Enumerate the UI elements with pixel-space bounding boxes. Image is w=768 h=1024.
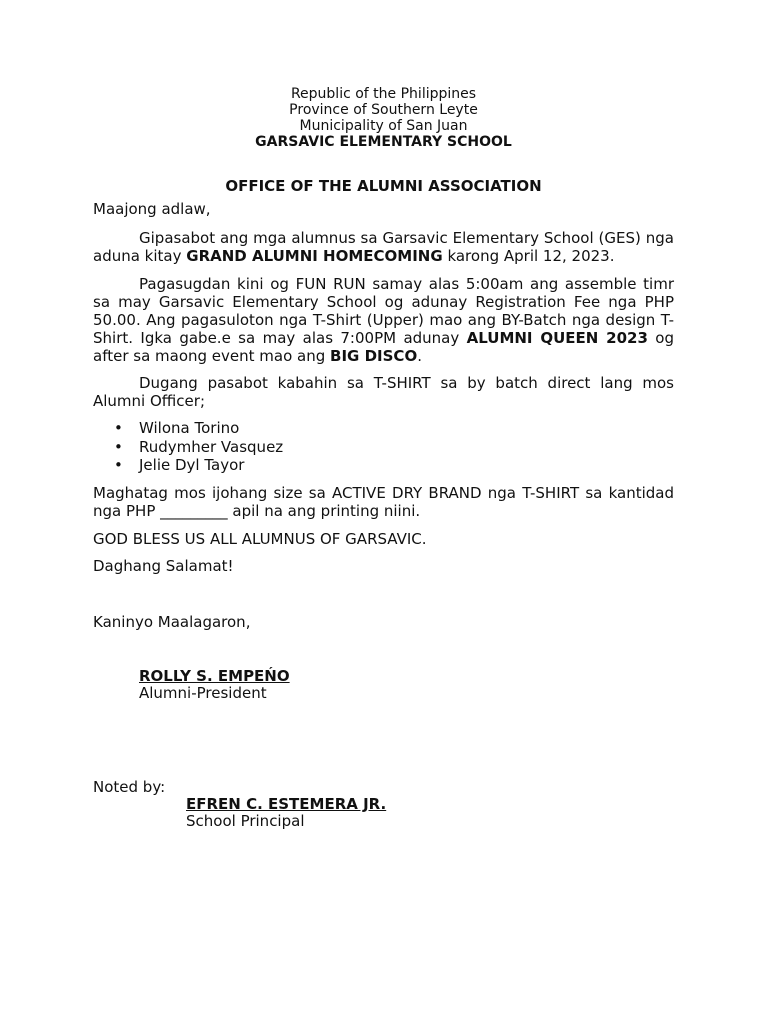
signatory-role: Alumni-President <box>139 683 267 702</box>
signatory-name: ROLLY S. EMPEŃO <box>139 666 290 685</box>
letterhead-municipality: Municipality of San Juan <box>299 118 468 134</box>
signature-block <box>139 668 674 702</box>
paragraph-homecoming-date: karong April 12, 2023. <box>442 247 615 265</box>
homecoming-highlight: GRAND ALUMNI HOMECOMING <box>186 247 443 265</box>
officer-name: Jelie Dyl Tayor <box>139 456 245 474</box>
noted-signature-block <box>186 796 674 830</box>
principal-role: School Principal <box>186 811 305 830</box>
greeting: Maajong adlaw, <box>93 200 211 218</box>
list-item <box>93 438 674 457</box>
officer-name: Rudymher Vasquez <box>139 437 284 456</box>
bullet-icon: • <box>114 456 123 474</box>
paragraph-homecoming-text: Gipasabot ang mga alumnus sa Garsavic Elementary School (GES) nga aduna kitay <box>93 229 674 265</box>
noted-by-label: Noted by: <box>93 777 166 796</box>
principal-name: EFREN C. ESTEMERA JR. <box>186 794 387 813</box>
complimentary-close: Kaninyo Maalagaron, <box>93 612 251 631</box>
letterhead <box>93 86 674 150</box>
thanks: Daghang Salamat! <box>93 556 234 575</box>
office-title: OFFICE OF THE ALUMNI ASSOCIATION <box>225 177 542 195</box>
letterhead-school: GARSAVIC ELEMENTARY SCHOOL <box>255 134 512 150</box>
paragraph-events-end: . <box>417 347 422 365</box>
blessing: GOD BLESS US ALL ALUMNUS OF GARSAVIC. <box>93 529 427 548</box>
paragraph-tshirt: Dugang pasabot kabahin sa T-SHIRT sa by batch direct lang mos Alumni Officer; <box>93 374 674 410</box>
list-item <box>93 419 674 438</box>
alumni-queen-highlight: ALUMNI QUEEN 2023 <box>466 329 648 347</box>
officer-list <box>93 419 674 475</box>
letterhead-province: Province of Southern Leyte <box>289 102 478 118</box>
list-item <box>93 456 674 475</box>
paragraph-events-middle: og after sa maong event mao ang <box>93 329 675 365</box>
paragraph-events <box>93 275 674 365</box>
letter-page <box>93 86 674 830</box>
big-disco-highlight: BIG DISCO <box>330 347 418 365</box>
paragraph-events-text: Pagasugdan kini og FUN RUN samay alas 5:00am ang assemble timr sa may Garsavic Elementary School og adunay Registration Fee nga PHP 50.00. Ang pagasuloton nga T-Shirt (Upper) mao ang BY-Batch nga design T-Shirt. Igka gabe.e sa may alas 7:00PM adunay <box>93 275 674 347</box>
officer-name: Wilona Torino <box>139 419 240 437</box>
paragraph-homecoming <box>93 229 674 265</box>
bullet-icon: • <box>114 419 123 437</box>
paragraph-size: Maghatag mos ijohang size sa ACTIVE DRY BRAND nga T-SHIRT sa kantidad nga PHP _________ apil na ang printing niini. <box>93 483 674 520</box>
bullet-icon: • <box>114 437 123 456</box>
letterhead-republic: Republic of the Philippines <box>290 86 477 102</box>
